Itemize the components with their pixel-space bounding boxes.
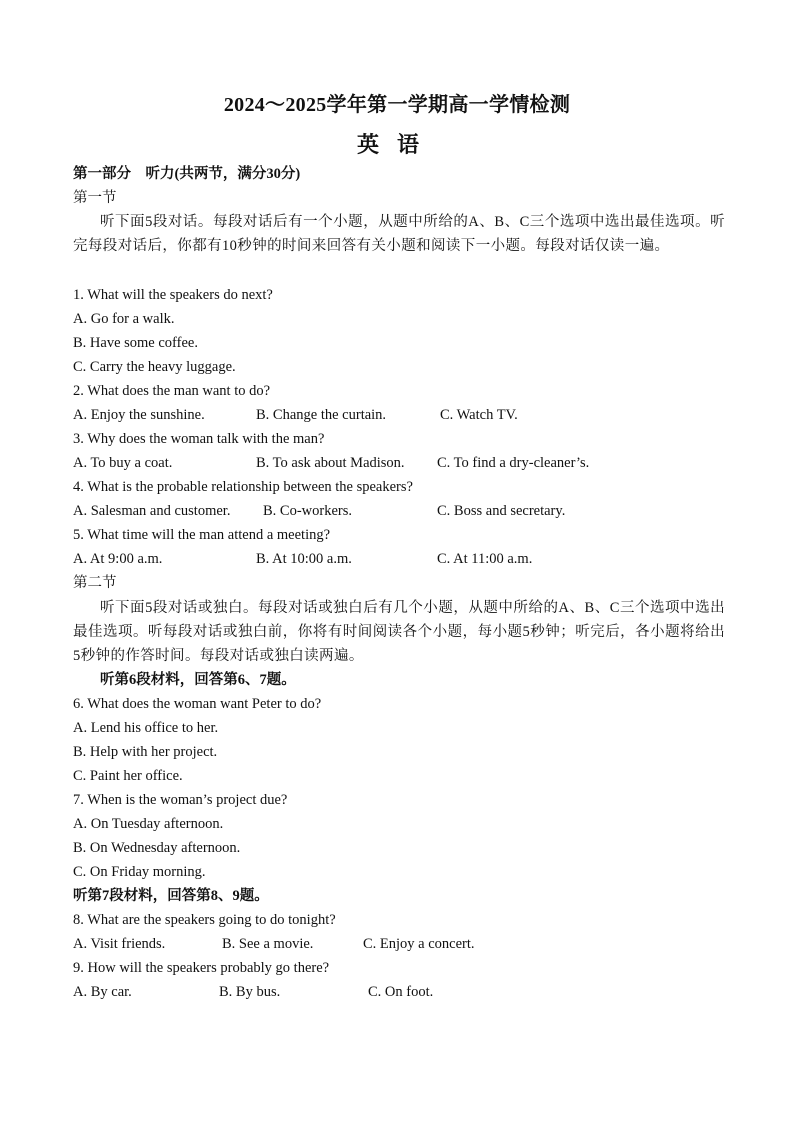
q6-option-c: C. Paint her office. [73,768,183,784]
section2-instructions: 听下面5段对话或独白。每段对话或独白后有几个小题，从题中所给的A、B、C三个选项中选出最佳选项。听每段对话或独白前，你将有时间阅读各个小题，每小题5秒钟；听完后，各小题将给出5秒钟的作答时间。每段对话或独白读两遍。 [73,600,725,664]
question-4: 4. What is the probable relationship between the speakers? [73,479,413,495]
q2-option-b: B. Change the curtain. [256,407,387,423]
q8-option-a: A. Visit friends. [73,936,166,952]
q8-option-b: B. See a movie. [222,936,314,952]
part1-heading: 第一部分 听力(共两节，满分30分) [73,166,301,182]
q5-option-b: B. At 10:00 a.m. [256,551,352,567]
q3-option-c: C. To find a dry-cleaner’s. [437,455,590,471]
q4-option-a: A. Salesman and customer. [73,503,231,519]
exam-title: 2024～2025学年第一学期高一学情检测 [223,94,571,116]
question-5: 5. What time will the man attend a meeting? [73,527,331,543]
material-6-heading: 听第6段材料，回答第6、7题。 [100,672,296,688]
q6-option-b: B. Help with her project. [73,744,218,760]
q7-option-b: B. On Wednesday afternoon. [73,840,241,856]
q5-option-a: A. At 9:00 a.m. [73,551,163,567]
q8-option-c: C. Enjoy a concert. [363,936,475,952]
question-1: 1. What will the speakers do next? [73,287,273,303]
q2-option-a: A. Enjoy the sunshine. [73,407,205,423]
question-6: 6. What does the woman want Peter to do? [73,696,322,712]
q7-option-c: C. On Friday morning. [73,864,206,880]
material-7-heading: 听第7段材料，回答第8、9题。 [73,888,269,904]
q4-option-c: C. Boss and secretary. [437,503,566,519]
section2-label: 第二节 [73,575,117,591]
question-7: 7. When is the woman’s project due? [73,792,288,808]
question-3: 3. Why does the woman talk with the man? [73,431,325,447]
q6-option-a: A. Lend his office to her. [73,720,219,736]
question-9: 9. How will the speakers probably go there? [73,960,330,976]
q1-option-a: A. Go for a walk. [73,311,175,327]
q2-option-c: C. Watch TV. [440,407,518,423]
q4-option-b: B. Co-workers. [263,503,353,519]
q9-option-a: A. By car. [73,984,132,1000]
section1-label: 第一节 [73,190,117,206]
subject-title: 英语 [356,132,437,157]
q1-option-c: C. Carry the heavy luggage. [73,359,236,375]
question-2: 2. What does the man want to do? [73,383,271,399]
q7-option-a: A. On Tuesday afternoon. [73,816,224,832]
q3-option-b: B. To ask about Madison. [256,455,405,471]
question-8: 8. What are the speakers going to do tonight? [73,912,336,928]
section1-instructions: 听下面5段对话。每段对话后有一个小题，从题中所给的A、B、C三个选项中选出最佳选项。听完每段对话后，你都有10秒钟的时间来回答有关小题和阅读下一小题。每段对话仅读一遍。 [73,214,725,254]
q3-option-a: A. To buy a coat. [73,455,173,471]
q9-option-c: C. On foot. [368,984,434,1000]
q9-option-b: B. By bus. [219,984,281,1000]
q5-option-c: C. At 11:00 a.m. [437,551,533,567]
q1-option-b: B. Have some coffee. [73,335,198,351]
